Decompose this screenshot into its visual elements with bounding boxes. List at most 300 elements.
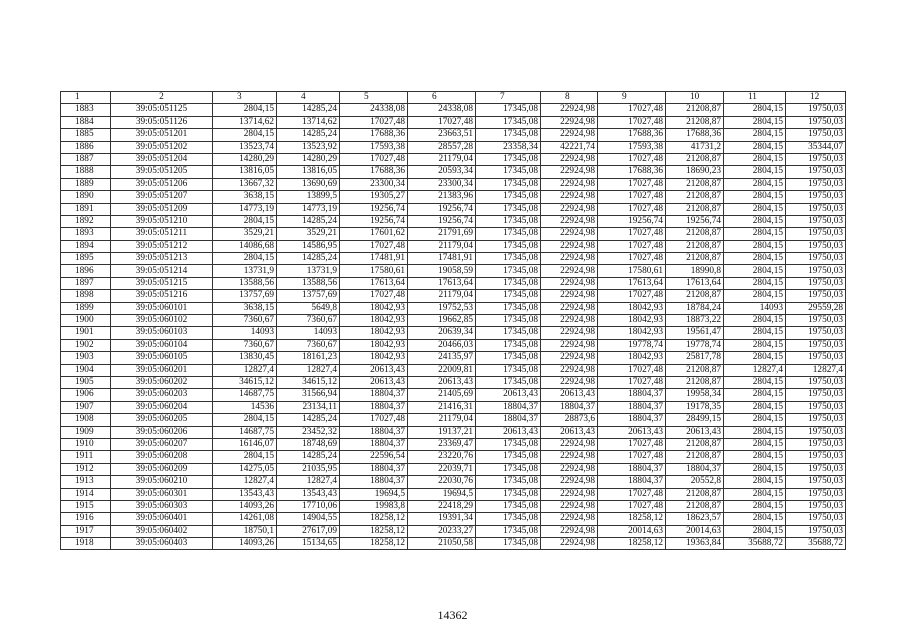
value-cell: 14536 (213, 401, 277, 413)
cadastral-number-cell: 39:05:060403 (111, 538, 213, 550)
value-cell: 23358,34 (476, 141, 541, 153)
value-cell: 19750,03 (786, 476, 846, 488)
value-cell: 18258,12 (598, 513, 666, 525)
table-row (61, 240, 846, 252)
value-cell: 2804,15 (724, 426, 786, 438)
value-cell: 18258,12 (340, 513, 408, 525)
value-cell: 2804,15 (724, 513, 786, 525)
value-cell: 17345,08 (476, 265, 541, 277)
value-cell: 17593,38 (598, 141, 666, 153)
value-cell: 14093 (213, 327, 277, 339)
value-cell: 34615,12 (277, 376, 340, 388)
cadastral-number-cell: 39:05:060206 (111, 426, 213, 438)
value-cell: 19750,03 (786, 228, 846, 240)
row-number-cell: 1884 (61, 116, 111, 128)
row-number-cell: 1887 (61, 153, 111, 165)
value-cell: 7360,67 (277, 339, 340, 351)
table-body (61, 92, 846, 550)
table-row (61, 451, 846, 463)
cadastral-number-cell: 39:05:051214 (111, 265, 213, 277)
value-cell: 17345,08 (476, 352, 541, 364)
value-cell: 17027,48 (340, 414, 408, 426)
value-cell: 21179,04 (408, 414, 476, 426)
row-number-cell: 1896 (61, 265, 111, 277)
value-cell: 18804,37 (340, 476, 408, 488)
cadastral-number-cell: 39:05:051210 (111, 215, 213, 227)
value-cell: 20613,43 (666, 426, 724, 438)
value-cell: 19750,03 (786, 153, 846, 165)
cadastral-number-cell: 39:05:060204 (111, 401, 213, 413)
value-cell: 19750,03 (786, 166, 846, 178)
value-cell: 14275,05 (213, 463, 277, 475)
value-cell: 17345,08 (476, 476, 541, 488)
value-cell: 17027,48 (598, 451, 666, 463)
value-cell: 13523,74 (213, 141, 277, 153)
value-cell: 22924,98 (541, 116, 598, 128)
value-cell: 22924,98 (541, 228, 598, 240)
value-cell: 22924,98 (541, 290, 598, 302)
value-cell: 21208,87 (666, 228, 724, 240)
value-cell: 14285,24 (277, 104, 340, 116)
value-cell: 21208,87 (666, 104, 724, 116)
cadastral-number-cell: 39:05:060301 (111, 488, 213, 500)
cadastral-number-cell: 39:05:060201 (111, 364, 213, 376)
table-row (61, 513, 846, 525)
value-cell: 2804,15 (213, 253, 277, 265)
value-cell: 19750,03 (786, 451, 846, 463)
value-cell: 19752,53 (408, 302, 476, 314)
value-cell: 19256,74 (408, 215, 476, 227)
cadastral-number-cell: 39:05:060210 (111, 476, 213, 488)
value-cell: 2804,15 (724, 290, 786, 302)
value-cell: 17027,48 (340, 116, 408, 128)
value-cell: 17345,08 (476, 500, 541, 512)
value-cell: 17027,48 (598, 376, 666, 388)
value-cell: 2804,15 (724, 104, 786, 116)
value-cell: 14261,08 (213, 513, 277, 525)
value-cell: 22596,54 (340, 451, 408, 463)
value-cell: 17345,08 (476, 315, 541, 327)
value-cell: 35688,72 (786, 538, 846, 550)
value-cell: 2804,15 (213, 129, 277, 141)
value-cell: 19750,03 (786, 178, 846, 190)
value-cell: 25817,78 (666, 352, 724, 364)
value-cell: 18804,37 (340, 463, 408, 475)
value-cell: 5649,8 (277, 302, 340, 314)
cadastral-number-cell: 39:05:060202 (111, 376, 213, 388)
value-cell: 2804,15 (724, 253, 786, 265)
value-cell: 17027,48 (340, 153, 408, 165)
value-cell: 17688,36 (598, 166, 666, 178)
table-row (61, 525, 846, 537)
value-cell: 20613,43 (541, 426, 598, 438)
value-cell: 17580,61 (340, 265, 408, 277)
value-cell: 20613,43 (598, 426, 666, 438)
cadastral-number-cell: 39:05:051216 (111, 290, 213, 302)
value-cell: 17345,08 (476, 451, 541, 463)
cadastral-number-cell: 39:05:051209 (111, 203, 213, 215)
value-cell: 12827,4 (786, 364, 846, 376)
value-cell: 18804,37 (340, 426, 408, 438)
value-cell: 12827,4 (277, 364, 340, 376)
row-number-cell: 1918 (61, 538, 111, 550)
value-cell: 23220,76 (408, 451, 476, 463)
table-row (61, 339, 846, 351)
value-cell: 22924,98 (541, 327, 598, 339)
value-cell: 18804,37 (598, 414, 666, 426)
value-cell: 2804,15 (724, 315, 786, 327)
row-number-cell: 1912 (61, 463, 111, 475)
value-cell: 24135,97 (408, 352, 476, 364)
row-number-cell: 1911 (61, 451, 111, 463)
value-cell: 13816,05 (277, 166, 340, 178)
value-cell: 19750,03 (786, 339, 846, 351)
value-cell: 14687,75 (213, 389, 277, 401)
table-row (61, 376, 846, 388)
value-cell: 20593,34 (408, 166, 476, 178)
value-cell: 18258,12 (340, 538, 408, 550)
cadastral-number-cell: 39:05:060208 (111, 451, 213, 463)
value-cell: 19958,34 (666, 389, 724, 401)
value-cell: 17027,48 (598, 228, 666, 240)
table-row (61, 178, 846, 190)
cadastral-number-cell: 39:05:051201 (111, 129, 213, 141)
value-cell: 21208,87 (666, 253, 724, 265)
row-number-cell: 1894 (61, 240, 111, 252)
value-cell: 20613,43 (408, 376, 476, 388)
value-cell: 22418,29 (408, 500, 476, 512)
value-cell: 19137,21 (408, 426, 476, 438)
value-cell: 3638,15 (213, 191, 277, 203)
value-cell: 21208,87 (666, 153, 724, 165)
value-cell: 14093 (724, 302, 786, 314)
table-row (61, 191, 846, 203)
value-cell: 13714,62 (277, 116, 340, 128)
column-number-cell: 12 (786, 92, 846, 104)
row-number-cell: 1901 (61, 327, 111, 339)
value-cell: 13543,43 (277, 488, 340, 500)
cadastral-number-cell: 39:05:051206 (111, 178, 213, 190)
value-cell: 17027,48 (598, 500, 666, 512)
value-cell: 18804,37 (598, 389, 666, 401)
row-number-cell: 1917 (61, 525, 111, 537)
value-cell: 22924,98 (541, 104, 598, 116)
value-cell: 17345,08 (476, 364, 541, 376)
value-cell: 21035,95 (277, 463, 340, 475)
value-cell: 2804,15 (724, 401, 786, 413)
cadastral-number-cell: 39:05:051215 (111, 277, 213, 289)
value-cell: 22924,98 (541, 513, 598, 525)
value-cell: 2804,15 (724, 327, 786, 339)
value-cell: 35688,72 (724, 538, 786, 550)
value-cell: 3529,21 (213, 228, 277, 240)
table-row (61, 414, 846, 426)
value-cell: 7360,67 (277, 315, 340, 327)
value-cell: 21405,69 (408, 389, 476, 401)
value-cell: 28557,28 (408, 141, 476, 153)
value-cell: 19750,03 (786, 277, 846, 289)
value-cell: 19256,74 (340, 203, 408, 215)
value-cell: 2804,15 (724, 525, 786, 537)
value-cell: 19750,03 (786, 215, 846, 227)
value-cell: 17345,08 (476, 463, 541, 475)
value-cell: 2804,15 (724, 339, 786, 351)
value-cell: 17027,48 (408, 116, 476, 128)
value-cell: 19983,8 (340, 500, 408, 512)
column-number-cell: 8 (541, 92, 598, 104)
value-cell: 19750,03 (786, 116, 846, 128)
value-cell: 2804,15 (213, 104, 277, 116)
column-number-cell: 10 (666, 92, 724, 104)
value-cell: 22924,98 (541, 376, 598, 388)
value-cell: 2804,15 (724, 451, 786, 463)
value-cell: 17027,48 (598, 203, 666, 215)
value-cell: 19363,84 (666, 538, 724, 550)
value-cell: 34615,12 (213, 376, 277, 388)
value-cell: 14285,24 (277, 451, 340, 463)
cadastral-number-cell: 39:05:060402 (111, 525, 213, 537)
value-cell: 22924,98 (541, 302, 598, 314)
row-number-cell: 1903 (61, 352, 111, 364)
value-cell: 13690,69 (277, 178, 340, 190)
cadastral-number-cell: 39:05:051202 (111, 141, 213, 153)
value-cell: 19750,03 (786, 191, 846, 203)
value-cell: 13731,9 (277, 265, 340, 277)
row-number-cell: 1909 (61, 426, 111, 438)
value-cell: 17027,48 (340, 240, 408, 252)
value-cell: 27617,09 (277, 525, 340, 537)
value-cell: 21208,87 (666, 116, 724, 128)
cadastral-number-cell: 39:05:060102 (111, 315, 213, 327)
value-cell: 19750,03 (786, 104, 846, 116)
value-cell: 17580,61 (598, 265, 666, 277)
value-cell: 2804,15 (724, 166, 786, 178)
value-cell: 21208,87 (666, 376, 724, 388)
value-cell: 19778,74 (598, 339, 666, 351)
data-table (60, 91, 846, 550)
value-cell: 22924,98 (541, 438, 598, 450)
value-cell: 17027,48 (598, 104, 666, 116)
value-cell: 2804,15 (724, 129, 786, 141)
value-cell: 18804,37 (598, 463, 666, 475)
value-cell: 17345,08 (476, 253, 541, 265)
value-cell: 22039,71 (408, 463, 476, 475)
table-row (61, 426, 846, 438)
value-cell: 19750,03 (786, 240, 846, 252)
value-cell: 17613,64 (666, 277, 724, 289)
value-cell: 23663,51 (408, 129, 476, 141)
value-cell: 21050,58 (408, 538, 476, 550)
value-cell: 17345,08 (476, 228, 541, 240)
value-cell: 22924,98 (541, 488, 598, 500)
value-cell: 24338,08 (340, 104, 408, 116)
value-cell: 19750,03 (786, 327, 846, 339)
value-cell: 17345,08 (476, 438, 541, 450)
value-cell: 19694,5 (340, 488, 408, 500)
value-cell: 23300,34 (340, 178, 408, 190)
value-cell: 42221,74 (541, 141, 598, 153)
row-number-cell: 1916 (61, 513, 111, 525)
value-cell: 17688,36 (666, 129, 724, 141)
value-cell: 2804,15 (724, 240, 786, 252)
table-row (61, 438, 846, 450)
row-number-cell: 1915 (61, 500, 111, 512)
value-cell: 23452,32 (277, 426, 340, 438)
table-row (61, 389, 846, 401)
value-cell: 19256,74 (408, 203, 476, 215)
value-cell: 22924,98 (541, 538, 598, 550)
column-number-cell: 11 (724, 92, 786, 104)
value-cell: 28499,15 (666, 414, 724, 426)
value-cell: 2804,15 (724, 376, 786, 388)
value-cell: 18042,93 (598, 352, 666, 364)
value-cell: 21208,87 (666, 290, 724, 302)
value-cell: 2804,15 (724, 178, 786, 190)
value-cell: 22924,98 (541, 166, 598, 178)
page-number: 14362 (437, 608, 468, 622)
value-cell: 7360,67 (213, 315, 277, 327)
row-number-cell: 1900 (61, 315, 111, 327)
cadastral-number-cell: 39:05:051212 (111, 240, 213, 252)
cadastral-number-cell: 39:05:051205 (111, 166, 213, 178)
value-cell: 19750,03 (786, 414, 846, 426)
value-cell: 2804,15 (724, 203, 786, 215)
value-cell: 21208,87 (666, 240, 724, 252)
value-cell: 19256,74 (666, 215, 724, 227)
cadastral-number-cell: 39:05:060209 (111, 463, 213, 475)
table-row (61, 116, 846, 128)
value-cell: 17601,62 (340, 228, 408, 240)
column-number-cell: 2 (111, 92, 213, 104)
value-cell: 2804,15 (724, 476, 786, 488)
table-row (61, 538, 846, 550)
value-cell: 19391,34 (408, 513, 476, 525)
value-cell: 13667,32 (213, 178, 277, 190)
value-cell: 2804,15 (724, 277, 786, 289)
value-cell: 22924,98 (541, 476, 598, 488)
value-cell: 17027,48 (598, 191, 666, 203)
table-row (61, 153, 846, 165)
value-cell: 17345,08 (476, 116, 541, 128)
value-cell: 18784,24 (666, 302, 724, 314)
value-cell: 17027,48 (598, 240, 666, 252)
value-cell: 14285,24 (277, 215, 340, 227)
value-cell: 18804,37 (666, 463, 724, 475)
value-cell: 20613,43 (340, 364, 408, 376)
value-cell: 17027,48 (598, 178, 666, 190)
value-cell: 2804,15 (724, 414, 786, 426)
value-cell: 17345,08 (476, 277, 541, 289)
value-cell: 2804,15 (724, 500, 786, 512)
value-cell: 41731,2 (666, 141, 724, 153)
cadastral-number-cell: 39:05:060203 (111, 389, 213, 401)
table-row (61, 488, 846, 500)
value-cell: 20613,43 (340, 376, 408, 388)
value-cell: 12827,4 (213, 364, 277, 376)
table-row (61, 352, 846, 364)
value-cell: 19750,03 (786, 500, 846, 512)
value-cell: 23300,34 (408, 178, 476, 190)
row-number-cell: 1888 (61, 166, 111, 178)
value-cell: 14773,19 (277, 203, 340, 215)
value-cell: 17027,48 (598, 364, 666, 376)
value-cell: 22009,81 (408, 364, 476, 376)
value-cell: 17345,08 (476, 240, 541, 252)
value-cell: 19750,03 (786, 389, 846, 401)
row-number-cell: 1910 (61, 438, 111, 450)
value-cell: 14093 (277, 327, 340, 339)
value-cell: 17345,08 (476, 203, 541, 215)
value-cell: 17345,08 (476, 339, 541, 351)
value-cell: 17345,08 (476, 153, 541, 165)
value-cell: 17345,08 (476, 538, 541, 550)
value-cell: 17027,48 (598, 438, 666, 450)
value-cell: 2804,15 (213, 414, 277, 426)
value-cell: 19058,59 (408, 265, 476, 277)
value-cell: 21416,31 (408, 401, 476, 413)
value-cell: 14280,29 (213, 153, 277, 165)
value-cell: 13588,56 (277, 277, 340, 289)
value-cell: 19256,74 (340, 215, 408, 227)
value-cell: 18804,37 (598, 401, 666, 413)
value-cell: 2804,15 (724, 191, 786, 203)
value-cell: 19750,03 (786, 352, 846, 364)
value-cell: 17688,36 (340, 129, 408, 141)
value-cell: 13588,56 (213, 277, 277, 289)
value-cell: 13714,62 (213, 116, 277, 128)
row-number-cell: 1892 (61, 215, 111, 227)
value-cell: 17688,36 (340, 166, 408, 178)
value-cell: 14093,26 (213, 500, 277, 512)
table-row (61, 277, 846, 289)
value-cell: 29559,28 (786, 302, 846, 314)
cadastral-number-cell: 39:05:060401 (111, 513, 213, 525)
cadastral-number-cell: 39:05:051213 (111, 253, 213, 265)
cadastral-number-cell: 39:05:060207 (111, 438, 213, 450)
table-row (61, 315, 846, 327)
value-cell: 3529,21 (277, 228, 340, 240)
row-number-cell: 1914 (61, 488, 111, 500)
value-cell: 17481,91 (340, 253, 408, 265)
value-cell: 18042,93 (340, 327, 408, 339)
value-cell: 20613,43 (476, 426, 541, 438)
value-cell: 19750,03 (786, 265, 846, 277)
value-cell: 19750,03 (786, 253, 846, 265)
value-cell: 2804,15 (724, 228, 786, 240)
value-cell: 18258,12 (598, 538, 666, 550)
value-cell: 7360,67 (213, 339, 277, 351)
value-cell: 21208,87 (666, 500, 724, 512)
row-number-cell: 1893 (61, 228, 111, 240)
value-cell: 18042,93 (340, 302, 408, 314)
table-row (61, 327, 846, 339)
value-cell: 22924,98 (541, 277, 598, 289)
table-row (61, 203, 846, 215)
value-cell: 17027,48 (598, 290, 666, 302)
value-cell: 2804,15 (724, 215, 786, 227)
table-row (61, 290, 846, 302)
value-cell: 22924,98 (541, 153, 598, 165)
value-cell: 19750,03 (786, 129, 846, 141)
row-number-cell: 1898 (61, 290, 111, 302)
value-cell: 17613,64 (598, 277, 666, 289)
value-cell: 17345,08 (476, 178, 541, 190)
value-cell: 19750,03 (786, 376, 846, 388)
table-row (61, 476, 846, 488)
value-cell: 22924,98 (541, 215, 598, 227)
value-cell: 2804,15 (213, 215, 277, 227)
cadastral-number-cell: 39:05:060103 (111, 327, 213, 339)
